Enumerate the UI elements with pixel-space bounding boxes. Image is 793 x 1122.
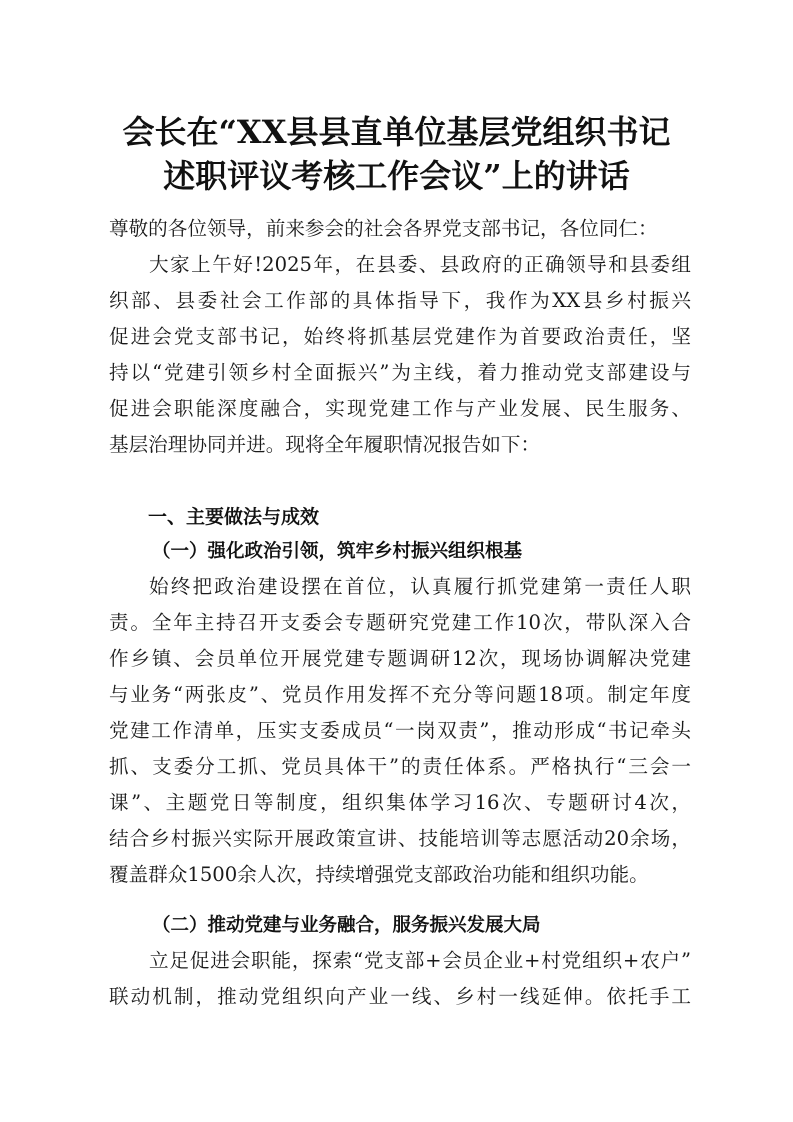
intro-paragraph — [109, 250, 691, 460]
subsection-heading-1: （一）强化政治引领，筑牢乡村振兴组织根基 — [152, 541, 523, 562]
intro-line-4: 持以“党建引领乡村全面振兴”为主线，着力推动党支部建设与 — [109, 361, 691, 384]
document-title-line-2: 述职评议考核工作会议”上的讲话 — [163, 157, 630, 195]
salutation — [109, 214, 691, 244]
salutation-line: 尊敬的各位领导，前来参会的社会各界党支部书记，各位同仁： — [109, 217, 658, 240]
subsection-1-paragraph — [109, 572, 691, 890]
sub1-line-1: 始终把政治建设摆在首位，认真履行抓党建第一责任人职 — [149, 575, 691, 598]
sub1-line-2: 责。全年主持召开支委会专题研究党建工作10次，带队深入合 — [109, 611, 691, 634]
document-title-line-1: 会长在“XX县县直单位基层党组织书记 — [122, 113, 671, 151]
sub1-line-8: 结合乡村振兴实际开展政策宣讲、技能培训等志愿活动20余场， — [109, 827, 691, 850]
subsection-heading-2: （二）推动党建与业务融合，服务振兴发展大局 — [152, 915, 541, 936]
sub1-line-7: 课”、主题党日等制度，组织集体学习16次、专题研讨4次， — [109, 791, 691, 814]
intro-line-1: 大家上午好!2025年，在县委、县政府的正确领导和县委组 — [149, 253, 691, 276]
intro-line-6: 基层治理协同并进。现将全年履职情况报告如下： — [109, 433, 541, 456]
intro-line-3: 促进会党支部书记，始终将抓基层党建作为首要政治责任，坚 — [109, 325, 691, 348]
intro-line-5: 促进会职能深度融合，实现党建工作与产业发展、民生服务、 — [109, 397, 691, 420]
sub1-line-6: 抓、支委分工抓、党员具体干”的责任体系。严格执行“三会一 — [109, 755, 691, 778]
section-heading-1: 一、主要做法与成效 — [148, 506, 320, 528]
sub1-line-9: 覆盖群众1500余人次，持续增强党支部政治功能和组织功能。 — [109, 863, 649, 886]
sub2-line-2: 联动机制，推动党组织向产业一线、乡村一线延伸。依托手工 — [109, 985, 691, 1008]
subsection-2-paragraph — [109, 946, 691, 1012]
sub1-line-3: 作乡镇、会员单位开展党建专题调研12次，现场协调解决党建 — [109, 647, 691, 670]
intro-line-2: 织部、县委社会工作部的具体指导下，我作为XX县乡村振兴 — [109, 289, 691, 312]
sub1-line-4: 与业务“两张皮”、党员作用发挥不充分等问题18项。制定年度 — [109, 683, 691, 706]
sub2-line-1: 立足促进会职能，探索“党支部+会员企业+村党组织+农户” — [149, 949, 691, 972]
sub1-line-5: 党建工作清单，压实支委成员“一岗双责”，推动形成“书记牵头 — [109, 719, 691, 742]
